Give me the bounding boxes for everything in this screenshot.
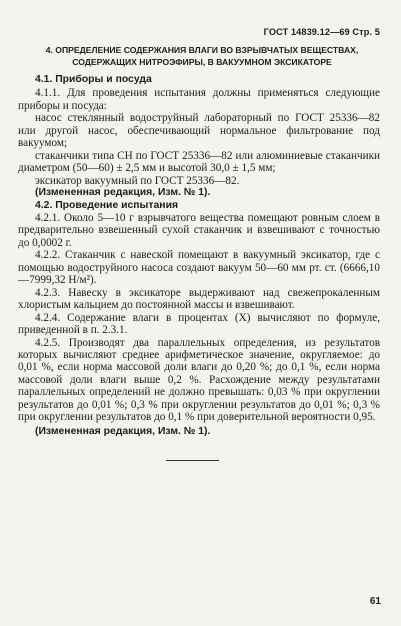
subsection-heading: 4.1. Приборы и посуда xyxy=(35,74,152,85)
paragraph: 4.2.4. Содержание влаги в процентах (X) вычисляют по формуле, приведенной в п. 2.3.1. xyxy=(18,311,380,337)
amendment-note: (Измененная редакция, Изм. № 1). xyxy=(35,187,211,199)
paragraph: 4.1.1. Для проведения испытания должны применяться следующие приборы и посуда: xyxy=(18,87,380,112)
section-title xyxy=(26,45,378,68)
paragraph: стаканчики типа СН по ГОСТ 25336—82 или алюминиевые стаканчики диаметром (50—60) ± 2,5 мм и высотой 30,0 ± 1,5 мм; xyxy=(18,149,380,175)
paragraph: насос стеклянный водоструйный лабораторный по ГОСТ 25336—82 или другой насос, обеспечивающий нормальное фильтрование под вакуумом; xyxy=(18,112,380,150)
section-title-line-1: 4. ОПРЕДЕЛЕНИЕ СОДЕРЖАНИЯ ВЛАГИ ВО ВЗРЫВЧАТЫХ ВЕЩЕСТВАХ, xyxy=(45,45,359,55)
section-title-line-2: СОДЕРЖАЩИХ НИТРОЭФИРЫ, В ВАКУУМНОМ ЭКСИКАТОРЕ xyxy=(72,56,332,67)
paragraph: 4.2.1. Около 5—10 г взрывчатого вещества помещают ровным слоем в предварительно взвешенный сухой стаканчик и взвешивают с точностью до 0,0002 г. xyxy=(18,211,380,249)
page-number: 61 xyxy=(369,596,381,607)
paragraph: эксикатор вакуумный по ГОСТ 25336—82. xyxy=(35,174,240,187)
paragraph: 4.2.2. Стаканчик с навеской помещают в вакуумный эксикатор, где с помощью водоструйного насоса создают вакуум 50—60 мм рт. ст. (6666,10—7999,32 Н/м²). xyxy=(18,249,380,287)
separator-rule xyxy=(166,460,219,461)
document-body xyxy=(18,74,380,438)
subsection-heading: 4.2. Проведение испытания xyxy=(35,199,179,211)
amendment-note: (Измененная редакция, Изм. № 1). xyxy=(35,425,211,437)
running-header: ГОСТ 14839.12—69 Стр. 5 xyxy=(263,27,380,37)
paragraph: 4.2.3. Навеску в эксикаторе выдерживают над свежепрокаленным хлористым кальцием до постоянной массы и взвешивают. xyxy=(18,286,380,312)
paragraph: 4.2.5. Производят два параллельных определения, из результатов которых вычисляют среднее арифметическое значение, округляемое: до 0,01 %, если норма массовой доли влаги до 0,20 %; до 0,1 %, если норма массовой доли влаги выше 0,2 %. Расхождение между результатами параллельных определений не должно превышать: 0,03 % при округлении результатов до 0,01 %; 0,3 % при округлении результатов до 0,01 %; 0,3 % при округлении результатов до 0,1 % при доверительной вероятности 0,95. xyxy=(18,336,380,424)
